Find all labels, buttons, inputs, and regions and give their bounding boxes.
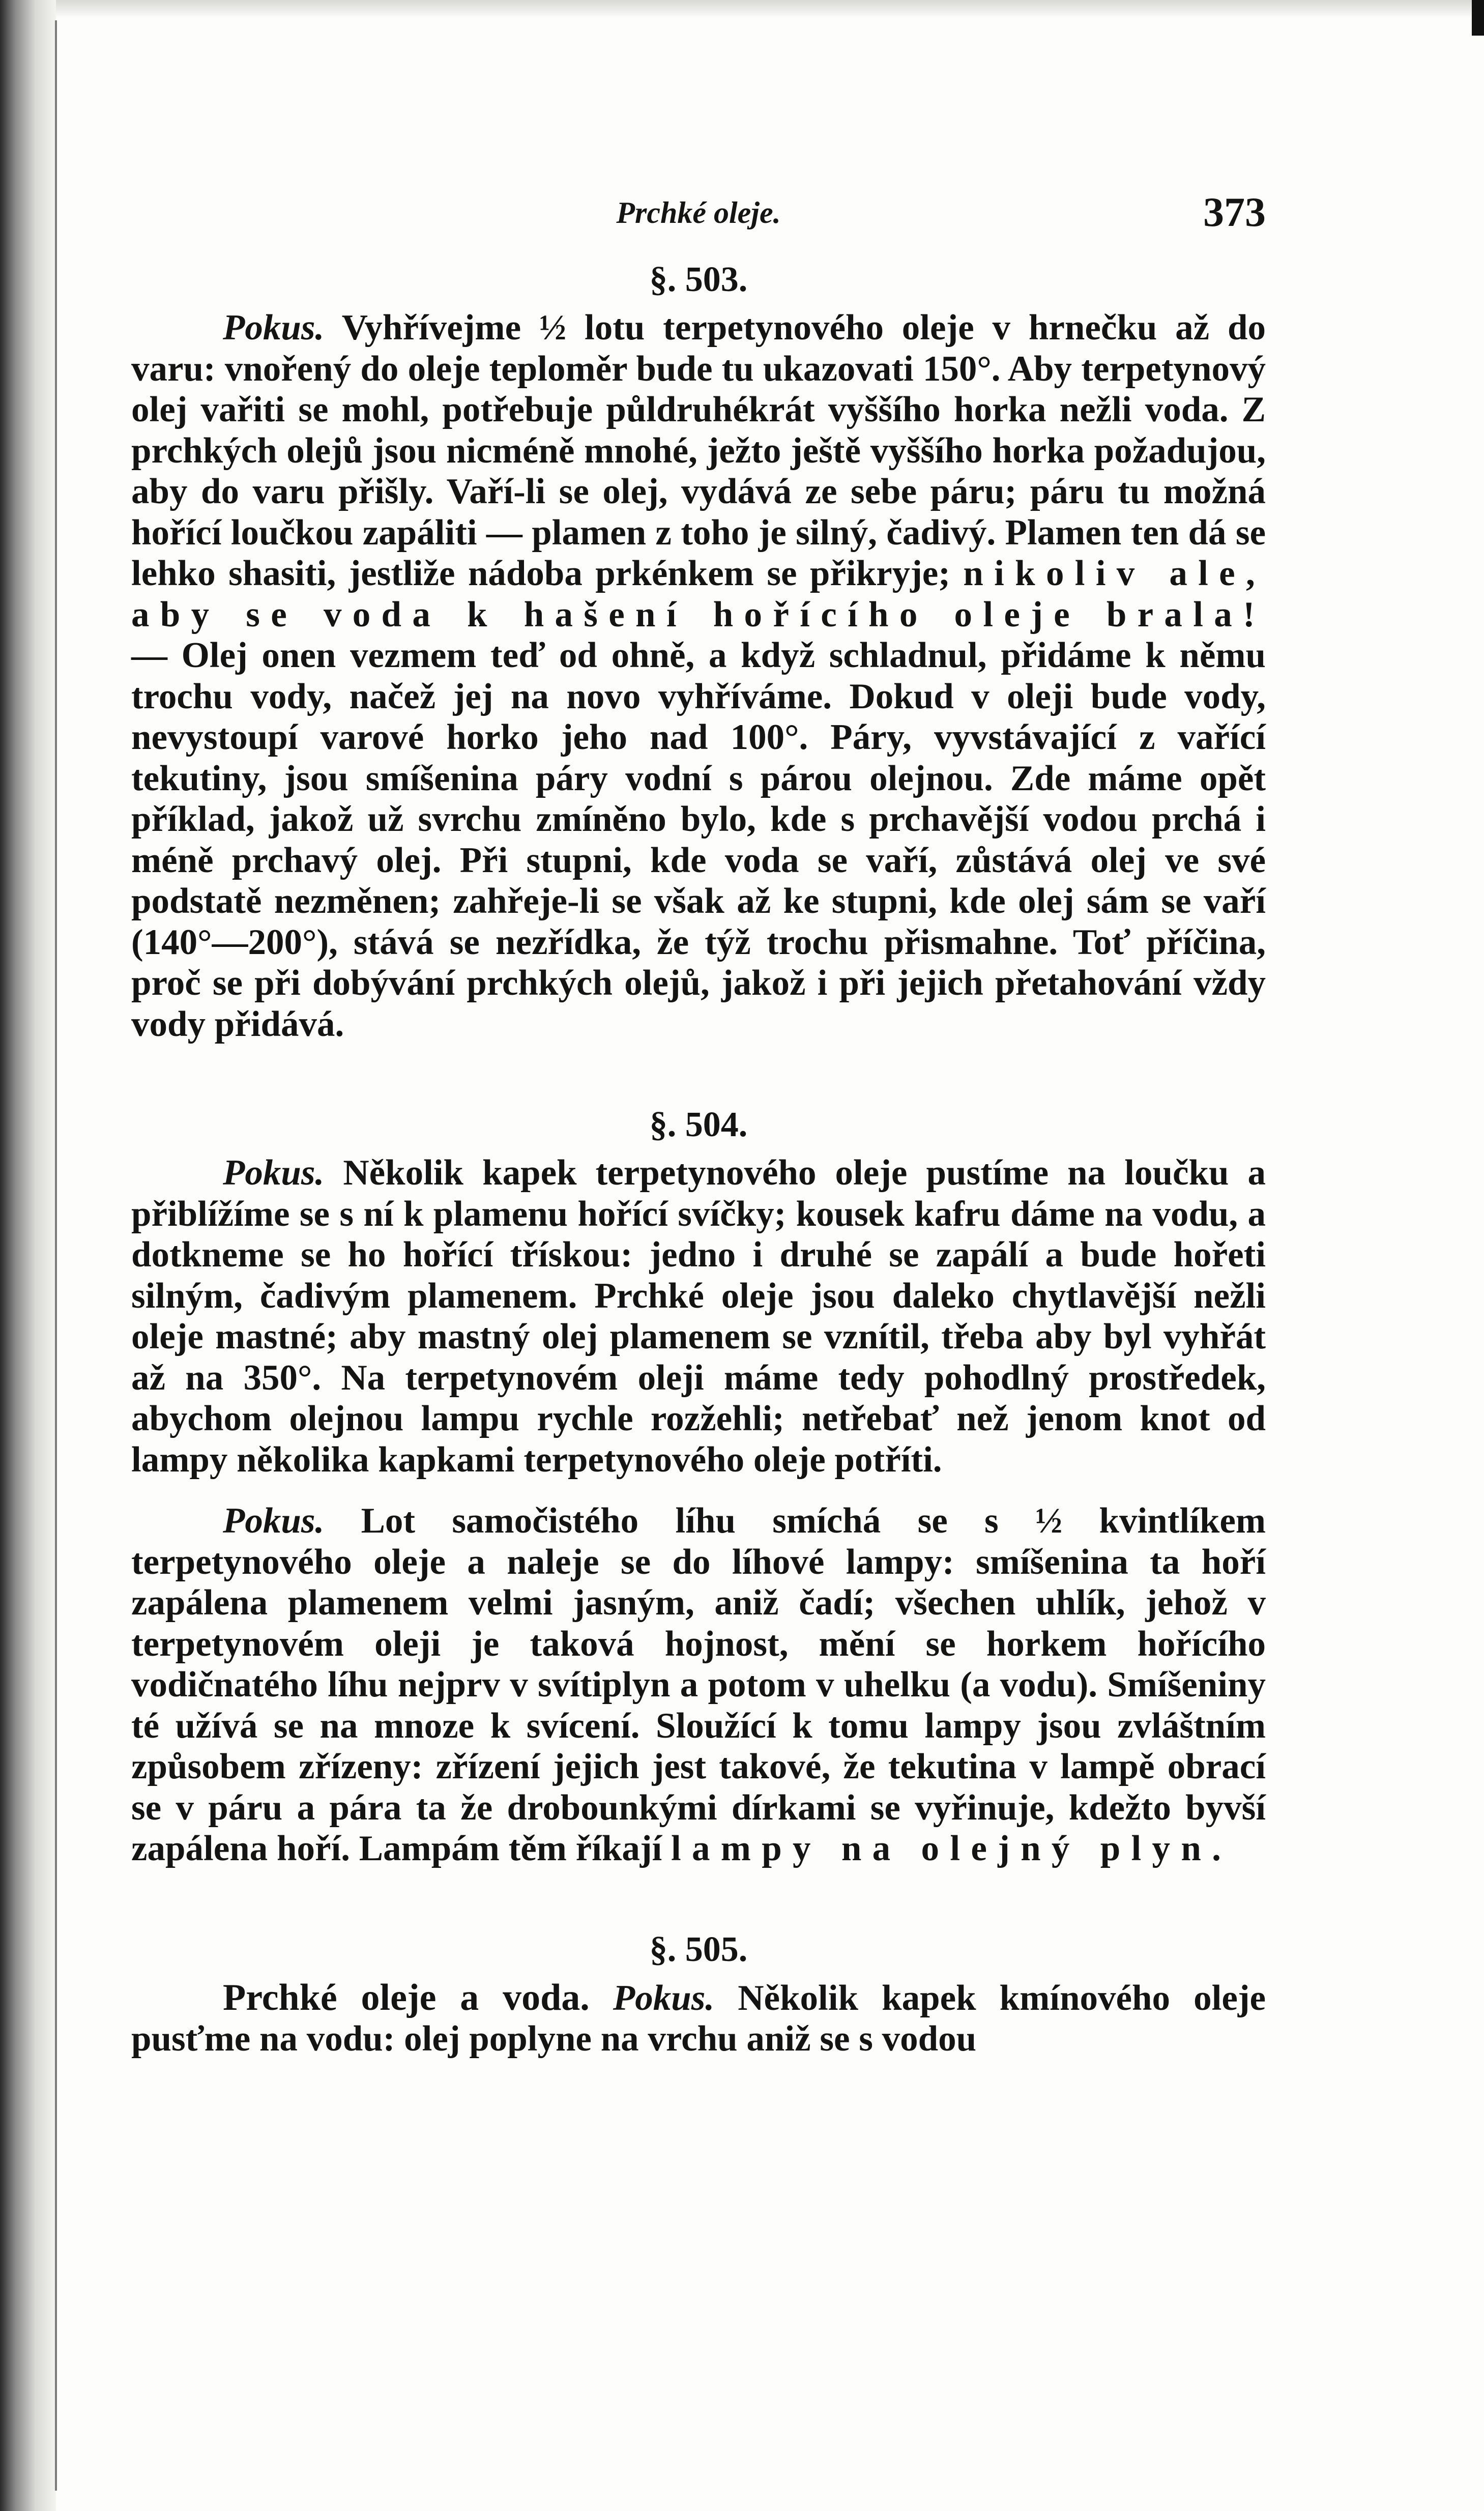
scan-binding-line bbox=[55, 20, 57, 2491]
paragraph-503-experiment bbox=[131, 307, 1266, 1045]
subsection-title: Prchké oleje a voda. bbox=[223, 1976, 590, 2018]
emphasized-warning: nikoliv ale, aby se voda k hašení hořícího oleje brala! bbox=[131, 554, 1266, 634]
experiment-label: Pokus. bbox=[223, 1501, 325, 1541]
paragraph-text: Několik kapek kmínového oleje pusťme na vodu: olej poplyne na vrchu aniž se s vodou bbox=[131, 1978, 1266, 2059]
paragraph-text: Lot samočistého líhu smíchá se s ½ kvintlíkem terpetynového oleje a naleje se do líhové lampy: smíšenina ta hoří zapálena plamenem velmi jasným, aniž čadí; všechen uhlík, jehož v terpetynovém oleji je taková hojnost, mění se horkem hořícího vodičnatého líhu nejprv v svítiplyn a potom v uhelku (a vodu). Smíšeniny té užívá se na mnoze k svícení. Sloužící k tomu lampy jsou zvláštním způsobem zřízeny: zřízení jejich jest takové, že tekutina v lampě obrací se v páru a pára ta že drobounkými dírkami se vyřinuje, kdežto byvší zapálena hoří. Lampám těm říkají bbox=[131, 1501, 1266, 1868]
section-heading-503: §. 503. bbox=[649, 260, 748, 299]
paragraph-504-experiment-1 bbox=[131, 1152, 1266, 1480]
paragraph-text-continued: — Olej onen vezmem teď od ohně, a když schladnul, přidáme k němu trochu vody, načež jej na novo vyhříváme. Dokud v oleji bude vody, nevystoupí varové horko jeho nad 100°. Páry, vyvstávající z vařící tekutiny, jsou smíšenina páry vodní s párou olejnou. Zde máme opět příklad, jakož už svrchu zmíněno bylo, kde s prchavější vodou prchá i méně prchavý olej. Při stupni, kde voda se vaří, zůstává olej ve své podstatě nezměnen; zahřeje-li se však až ke stupni, kde olej sám se vaří (140°—200°), stává se nezřídka, že týž trochu přismahne. Toť příčina, proč se při dobývání prchkých olejů, jakož i při jejich přetahování vždy vody přidává. bbox=[131, 636, 1266, 1044]
running-title: Prchké oleje. bbox=[616, 196, 781, 229]
page-number: 373 bbox=[1203, 189, 1266, 235]
book-page bbox=[131, 183, 1266, 2060]
experiment-label: Pokus. bbox=[613, 1978, 715, 2018]
section-heading-504: §. 504. bbox=[649, 1105, 748, 1144]
experiment-label: Pokus. bbox=[223, 308, 325, 348]
paragraph-text: Vyhřívejme ½ lotu terpetynového oleje v hrnečku až do varu: vnořený do oleje teploměr bude tu ukazovati 150°. Aby terpetynový olej vařiti se mohl, potřebuje půldruhékrát vyššího horka nežli voda. Z prchkých olejů jsou nicméně mnohé, ježto ještě vyššího horka požadujou, aby do varu přišly. Vaří-li se olej, vydává ze sebe páru; páru tu možná hořící loučkou zapáliti — plamen z toho je silný, čadivý. Plamen ten dá se lehko shasiti, jestliže nádoba prkénkem se přikryje; bbox=[131, 308, 1266, 593]
paragraph-504-experiment-2 bbox=[131, 1500, 1266, 1869]
emphasized-term: lampy na olejný plyn. bbox=[671, 1829, 1232, 1868]
paragraph-505-experiment bbox=[131, 1977, 1266, 2060]
scan-page-edge-shadow bbox=[0, 0, 56, 2511]
running-head bbox=[131, 183, 1266, 244]
paragraph-text: Několik kapek terpetynového oleje pustíme na loučku a přiblížíme se s ní k plamenu hořící svíčky; kousek kafru dáme na vodu, a dotkneme se ho hořící třískou: jedno i druhé se zapálí a bude hořeti silným, čadivým plamenem. Prchké oleje jsou daleko chytlavější nežli oleje mastné; aby mastný olej plamenem se vznítil, třeba aby byl vyhřát až na 350°. Na terpetynovém oleji máme tedy pohodlný prostředek, abychom olejnou lampu rychle rozžehli; netřebať než jenom knot od lampy několika kapkami terpetynového oleje potříti. bbox=[131, 1153, 1266, 1480]
scan-corner-mark bbox=[1472, 0, 1484, 36]
experiment-label: Pokus. bbox=[223, 1153, 325, 1193]
section-heading-505: §. 505. bbox=[649, 1929, 748, 1969]
scan-top-edge bbox=[56, 0, 1484, 18]
